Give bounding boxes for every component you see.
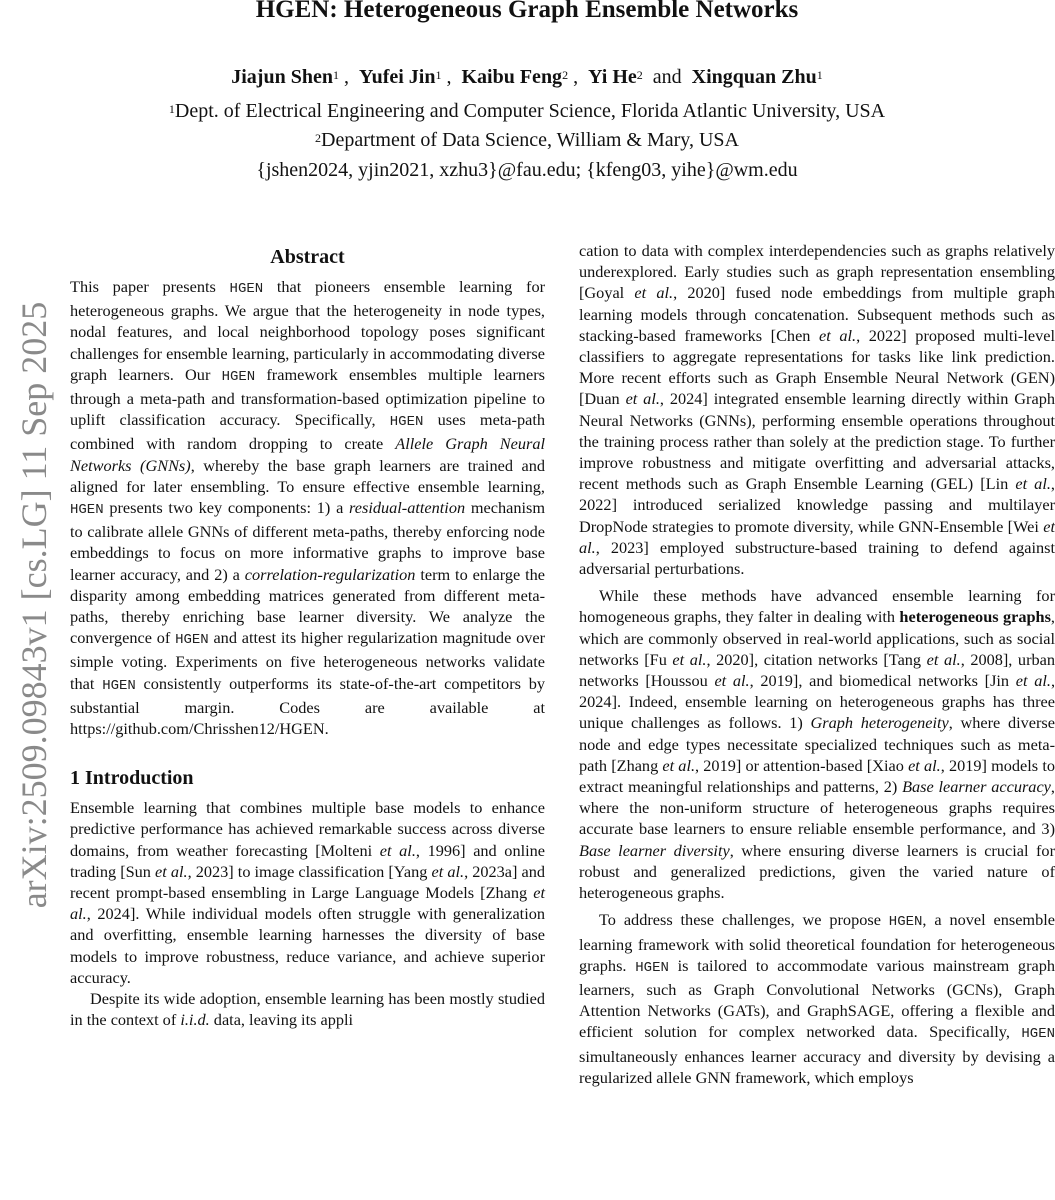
author-and: and [652,66,682,88]
right-paragraph-3: To address these challenges, we propose HGEN, a novel ensemble learning framework with solid theoretical foundation for heterogeneous graphs. HGEN is tailored to accommodate various mainstream graph learners, such as Graph Convolutional Networks (GCNs), Graph Attention Networks (GATs), and GraphSAGE, offering a flexible and efficient solution for complex networked data. Specifically, HGEN simultaneously enhances learner accuracy and diversity by devising a regularized allele GNN framework, which employs [579,910,1055,1087]
affiliation-2 [0,127,1054,153]
affil-text: Department of Data Science, William & Mary, USA [321,129,739,151]
affil-mark: 2 [315,131,322,145]
author-emails: {jshen2024, yjin2021, xzhu3}@fau.edu; {kfeng03, yihe}@wm.edu [256,159,798,181]
author-name: Xingquan Zhu [691,66,817,88]
author-name: Yi He [588,66,637,88]
abstract-body: This paper presents HGEN that pioneers ensemble learning for heterogeneous graphs. We argue that the heterogeneity in node types, nodal features, and local neighborhood topology poses significant challenges for ensemble learning, particularly in accommodating diverse graph learners. Our HGEN framework ensembles multiple learners through a meta-path and transformation-based optimization pipeline to uplift classification accuracy. Specifically, HGEN uses meta-path combined with random dropping to create Allele Graph Neural Networks (GNNs), whereby the base graph learners are trained and aligned for later ensembling. To ensure effective ensemble learning, HGEN presents two key components: 1) a residual-attention mechanism to calibrate allele GNNs of different meta-paths, thereby enforcing node embeddings to focus on more informative graphs to improve base learner accuracy, and 2) a correlation-regularization term to enlarge the disparity among embedding matrices generated from different meta-paths, thereby enriching base learner diversity. We analyze the convergence of HGEN and attest its higher regularization magnitude over simple voting. Experiments on five heterogeneous networks validate that HGEN consistently outperforms its state-of-the-art competitors by substantial margin. Codes are available at https://github.com/Chrisshen12/HGEN. [70,277,546,739]
right-paragraph-1: cation to data with complex interdependencies such as graphs relatively underexplored. Early studies such as graph representation ensembling [Goyal et al., 2020] fused node embeddings from multiple graph learning models through concatenation. Subsequent methods such as stacking-based frameworks [Chen et al., 2022] proposed multi-level classifiers to aggregate representations for tasks like link prediction. More recent efforts such as Graph Ensemble Neural Network (GEN) [Duan et al., 2024] integrated ensemble learning directly within Graph Neural Networks (GNNs), performing ensemble operations throughout the training process rather than solely at the prediction stage. To further improve robustness and mitigate overfitting and adversarial attacks, recent methods such as Graph Ensemble Learning (GEL) [Lin et al., 2022] introduced serialized knowledge passing and multilayer DropNode strategies to promote diversity, while GNN-Ensemble [Wei et al., 2023] employed substructure-based training to defend against adversarial perturbations. [579,241,1055,579]
arxiv-stamp: arXiv:2509.09843v1 [cs.LG] 11 Sep 2025 [14,301,54,909]
section-heading-introduction: 1 Introduction [70,767,194,790]
intro-paragraph-1: Ensemble learning that combines multiple base models to enhance predictive performance has achieved remarkable success across diverse domains, from weather forecasting [Molteni et al., 1996] and online trading [Sun et al., 2023] to image classification [Yang et al., 2023a] and recent prompt-based ensembling in Large Language Models [Zhang et al., 2024]. While individual models often struggle with generalization and overfitting, ensemble learning harnesses the diversity of base models to improve robustness, reduce variance, and achieve superior accuracy. [70,798,546,987]
affil-text: Dept. of Electrical Engineering and Computer Science, Florida Atlantic University, USA [174,100,886,122]
author-name: Yufei Jin [358,66,436,88]
left-column [70,240,545,1031]
author-affil-mark: 1 [816,68,823,82]
affiliation-1 [0,98,1054,124]
author-list: Jiajun Shen$^1$ , Yufei Jin$^1$ , Kaibu Feng$^2$ , Yi He$^2$ and Xingquan Zhu$^1$ [231,66,823,88]
abstract-heading: Abstract [270,246,345,268]
right-column [579,240,1055,1088]
author-affil-mark: 1 [435,68,442,82]
intro-paragraph-2: Despite its wide adoption, ensemble learning has been mostly studied in the context of i.i.d. data, leaving its appli [70,989,545,1030]
author-affil-mark: 2 [636,68,643,82]
author-name: Kaibu Feng [461,66,563,88]
affil-mark: 1 [168,102,175,116]
paper-title: HGEN: Heterogeneous Graph Ensemble Networks [255,0,799,23]
author-name: Jiajun Shen [231,66,333,88]
author-affil-mark: 1 [332,68,339,82]
right-paragraph-2: While these methods have advanced ensemble learning for homogeneous graphs, they falter in dealing with heterogeneous graphs, which are commonly observed in real-world applications, such as social networks [Fu et al., 2020], citation networks [Tang et al., 2008], urban networks [Houssou et al., 2019], and biomedical networks [Jin et al., 2024]. Indeed, ensemble learning on heterogeneous graphs has three unique challenges as follows. 1) Graph heterogeneity, where diverse node and edge types necessitate specialized techniques such as meta-path [Zhang et al., 2019] or attention-based [Xiao et al., 2019] models to extract meaningful relationships and patterns, 2) Base learner accuracy, where the non-uniform structure of heterogeneous graphs requires accurate base learners to ensure reliable ensemble performance, and 3) Base learner diversity, where ensuring diverse learners is crucial for robust and generalized predictions, given the varied nature of heterogeneous graphs. [579,586,1055,903]
author-affil-mark: 2 [562,68,569,82]
